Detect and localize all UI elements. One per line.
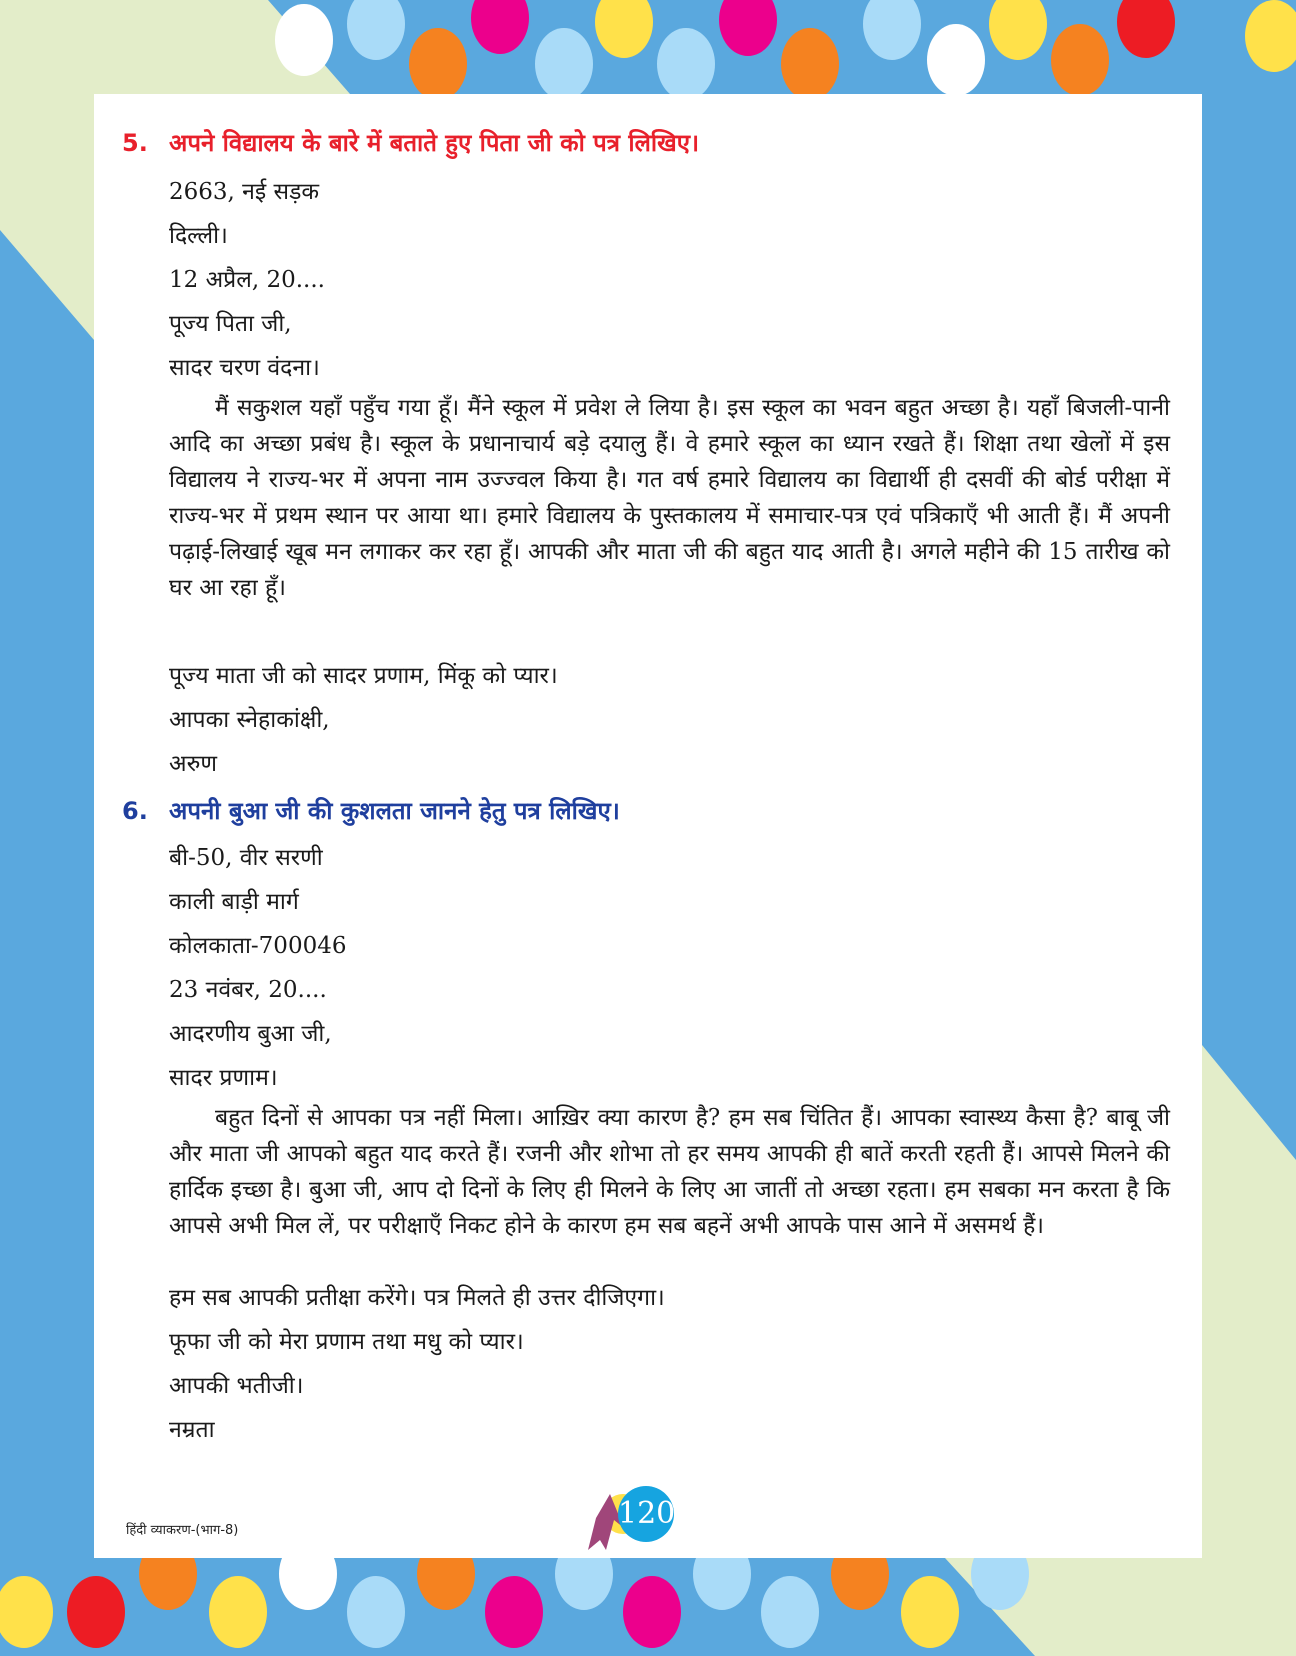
letter-5-address-line-1: 2663, नई सड़क (169, 179, 320, 205)
letter-6-closing: आपकी भतीजी। (169, 1373, 304, 1399)
letter-5-date: 12 अप्रैल, 20.... (169, 267, 325, 293)
letter-5-regards: पूज्य माता जी को सादर प्रणाम, मिंकू को प्यार। (169, 663, 558, 689)
question-5-text: अपने विद्यालय के बारे में बताते हुए पिता जी को पत्र लिखिए। (169, 129, 700, 157)
polka-dot (347, 1576, 405, 1648)
book-page (94, 94, 1202, 1558)
letter-6-address-line-1: बी-50, वीर सरणी (169, 845, 323, 871)
question-5-number: 5. (122, 129, 148, 157)
letter-6-salutation: आदरणीय बुआ जी, (169, 1021, 332, 1047)
polka-dot (781, 28, 839, 100)
letter-6-address-line-3: कोलकाता-700046 (169, 933, 347, 959)
book-title: हिंदी व्याकरण-(भाग-8) (126, 1523, 239, 1538)
polka-dot (927, 24, 985, 96)
letter-5-greeting: सादर चरण वंदना। (169, 355, 320, 381)
letter-5-closing: आपका स्नेहाकांक्षी, (169, 707, 330, 733)
letter-5-body: मैं सकुशल यहाँ पहुँच गया हूँ। मैंने स्कूल में प्रवेश ले लिया है। इस स्कूल का भवन बहुत अच्छा है। यहाँ बिजली-पानी आदि का अच्छा प्रबंध है। स्कूल के प्रधानाचार्य बड़े दयालु हैं। वे हमारे स्कूल का ध्यान रखते हैं। शिक्षा तथा खेलों में इस विद्यालय ने राज्य-भर में अपना नाम उज्ज्वल किया है। गत वर्ष हमारे विद्यालय का विद्यार्थी ही दसवीं की बोर्ड परीक्षा में राज्य-भर में प्रथम स्थान पर आया था। हमारे विद्यालय के पुस्तकालय में समाचार-पत्र एवं पत्रिकाएँ भी आती हैं। मैं अपनी पढ़ाई-लिखाई खूब मन लगाकर कर रहा हूँ। आपकी और माता जी की बहुत याद आती है। अगले महीने की 15 तारीख को घर आ रहा हूँ। (169, 395, 1170, 601)
polka-dot (67, 1576, 125, 1648)
letter-5-address-line-2: दिल्ली। (169, 223, 228, 249)
question-6-title (122, 794, 620, 827)
polka-dot (209, 1576, 267, 1648)
polka-dot (901, 1576, 959, 1648)
polka-dot (409, 28, 467, 100)
letter-6-line-1: हम सब आपकी प्रतीक्षा करेंगे। पत्र मिलते ही उत्तर दीजिएगा। (169, 1285, 665, 1311)
question-6-number: 6. (122, 797, 148, 825)
letter-6-signature: नम्रता (169, 1417, 215, 1443)
letter-6-body: बहुत दिनों से आपका पत्र नहीं मिला। आख़िर क्या कारण है? हम सब चिंतित हैं। आपका स्वास्थ्य कैसा है? बाबू जी और माता जी आपको बहुत याद करते हैं। रजनी और शोभा तो हर समय आपकी ही बातें करती रहती हैं। आपसे मिलने की हार्दिक इच्छा है। बुआ जी, आप दो दिनों के लिए ही मिलने के लिए आ जातीं तो अच्छा रहता। हम सबका मन करता है कि आपसे अभी मिल लें, पर परीक्षाएँ निकट होने के कारण हम सब बहनें अभी आपके पास आने में असमर्थ हैं। (169, 1105, 1170, 1239)
polka-dot (535, 28, 593, 100)
letter-5-signature: अरुण (169, 751, 217, 777)
polka-dot (275, 4, 333, 76)
polka-dot (623, 1576, 681, 1648)
question-5-title (122, 126, 699, 159)
question-6-text: अपनी बुआ जी की कुशलता जानने हेतु पत्र लिखिए। (169, 797, 620, 825)
polka-dot (1183, 28, 1241, 100)
page-number: 120 (618, 1486, 674, 1542)
letter-6-line-2: फूफा जी को मेरा प्रणाम तथा मधु को प्यार। (169, 1329, 524, 1355)
letter-6-greeting: सादर प्रणाम। (169, 1065, 278, 1091)
polka-dot (657, 28, 715, 100)
polka-dot (485, 1576, 543, 1648)
letter-6-date: 23 नवंबर, 20.... (169, 977, 327, 1003)
polka-dot (761, 1576, 819, 1648)
letter-5-salutation: पूज्य पिता जी, (169, 311, 292, 337)
letter-6-address-line-2: काली बाड़ी मार्ग (169, 889, 299, 915)
polka-dot (1051, 24, 1109, 96)
page-number-badge (580, 1478, 690, 1550)
